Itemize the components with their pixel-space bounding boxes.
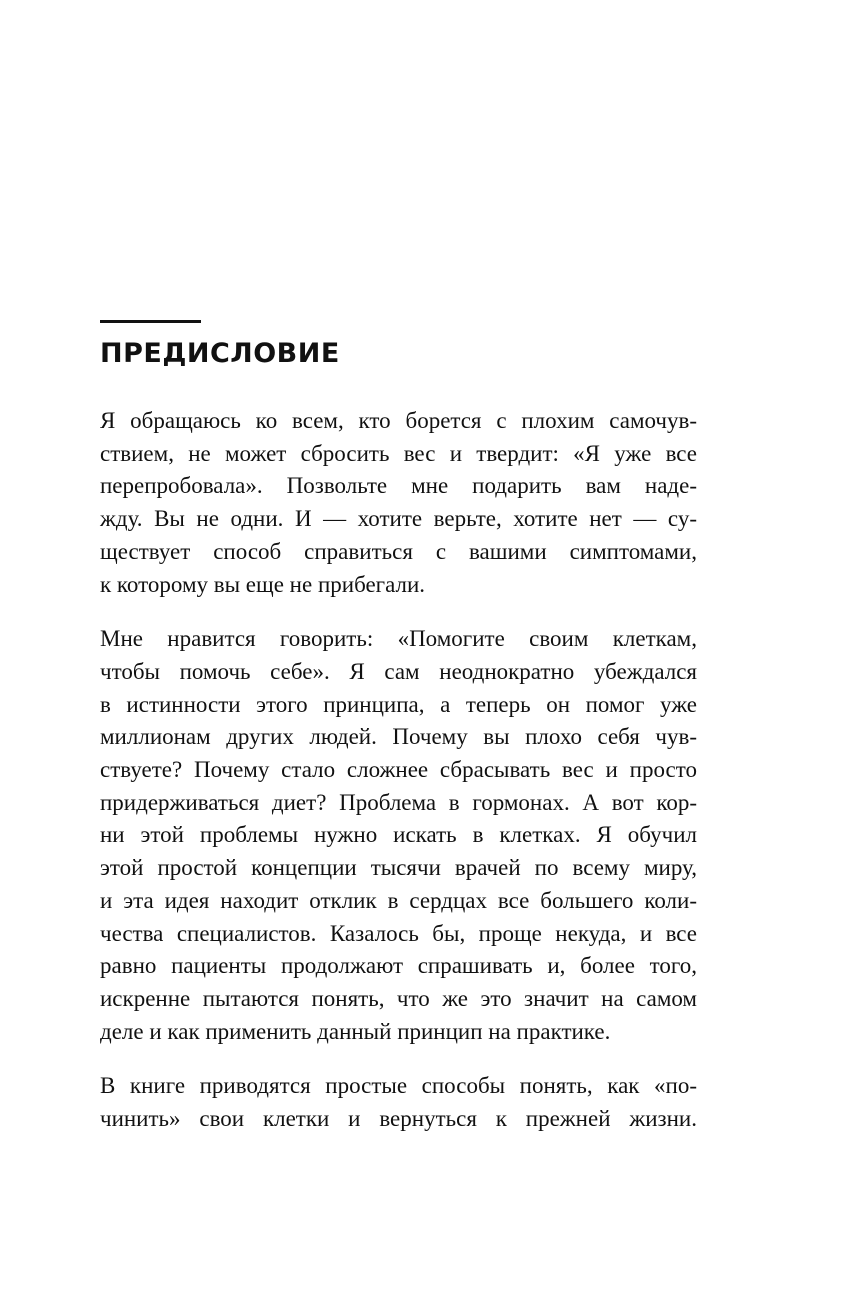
heading-rule	[100, 320, 201, 323]
chapter-title: ПРЕДИСЛОВИЕ	[100, 338, 340, 369]
text-line: ществует способ справиться с вашими симптомами,	[100, 538, 697, 564]
paragraph	[100, 623, 697, 1048]
text-line: этой простой концепции тысячи врачей по всему миру,	[100, 855, 697, 881]
body-text	[100, 405, 697, 1158]
text-line: чества специалистов. Казалось бы, проще некуда, и все	[100, 920, 697, 946]
text-line: чинить» свои клетки и вернуться к прежней жизни.	[100, 1106, 697, 1132]
paragraph	[100, 405, 697, 601]
text-line: жду. Вы не одни. И — хотите верьте, хотите нет — су-	[100, 506, 697, 532]
text-line: и эта идея находит отклик в сердцах все большего коли-	[100, 887, 697, 913]
text-line: Я обращаюсь ко всем, кто борется с плохим самочув-	[100, 408, 697, 433]
text-line: ствуете? Почему стало сложнее сбрасывать вес и просто	[100, 757, 697, 783]
text-line: равно пациенты продолжают спрашивать и, более того,	[100, 953, 697, 979]
text-line: в истинности этого принципа, а теперь он помог уже	[100, 691, 697, 717]
text-line: ствием, не может сбросить вес и твердит: «Я уже все	[100, 440, 697, 466]
text-line: перепробовала». Позвольте мне подарить вам наде-	[100, 473, 697, 499]
text-line: ни этой проблемы нужно искать в клетках. Я обучил	[100, 822, 697, 848]
text-line: к которому вы еще не прибегали.	[100, 571, 426, 597]
text-line: чтобы помочь себе». Я сам неоднократно убеждался	[100, 658, 697, 684]
paragraph	[100, 1070, 697, 1135]
text-line: придерживаться диет? Проблема в гормонах. А вот кор-	[100, 789, 697, 815]
text-line: В книге приводятся простые способы понять, как «по-	[100, 1073, 697, 1099]
text-line: Мне нравится говорить: «Помогите своим клеткам,	[100, 626, 697, 652]
text-line: миллионам других людей. Почему вы плохо себя чув-	[100, 724, 697, 750]
text-line: деле и как применить данный принцип на практике.	[100, 1018, 611, 1044]
text-line: искренне пытаются понять, что же это значит на самом	[100, 985, 697, 1011]
